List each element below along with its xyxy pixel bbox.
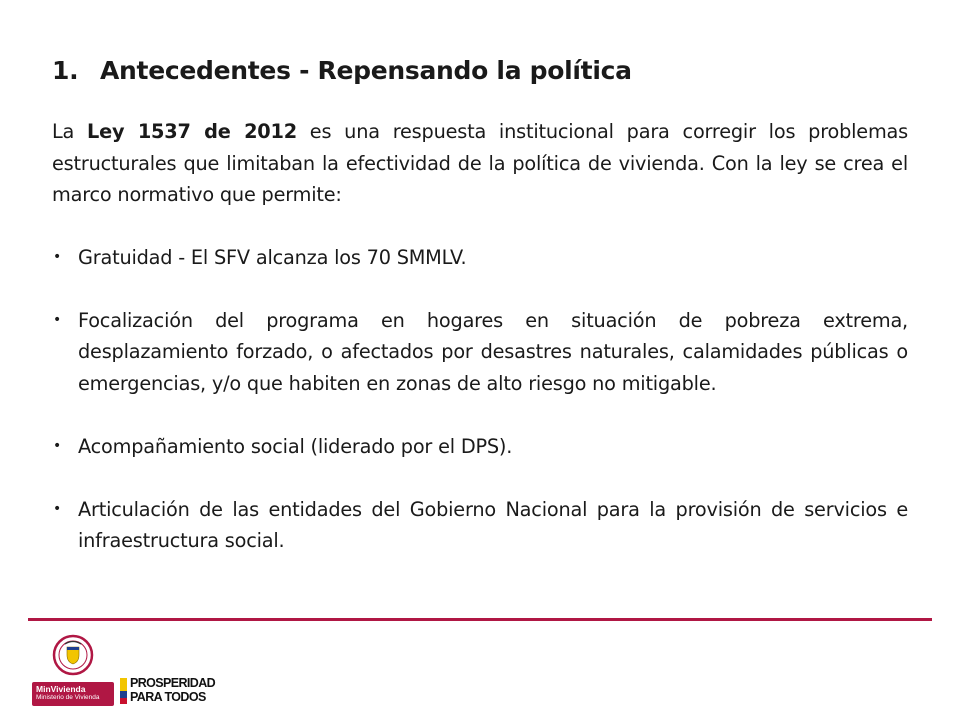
slogan-line-2: PARA TODOS (130, 690, 206, 704)
footer-divider (28, 618, 932, 621)
slide-body (52, 116, 908, 588)
bullet-list (52, 242, 908, 557)
bullet-icon: • (53, 500, 62, 517)
slogan-line-1: PROSPERIDAD (130, 676, 216, 690)
coat-of-arms-icon (48, 634, 98, 680)
title-number: 1. (52, 56, 79, 85)
slide-title (52, 56, 632, 85)
title-text: Antecedentes - Repensando la política (100, 56, 632, 85)
ministry-label-box (32, 682, 114, 706)
minvivienda-logo (30, 632, 114, 706)
bullet-text: Focalización del programa en hogares en situación de pobreza extrema, desplazamiento forzado, o afectados por desastres naturales, calamidades públicas o emergencias, y/o que habiten en zonas de alto riesgo no mitigable. (78, 308, 908, 395)
list-item (52, 242, 908, 274)
intro-paragraph (52, 116, 908, 211)
bullet-text: Gratuidad - El SFV alcanza los 70 SMMLV. (78, 245, 467, 269)
footer-logos (28, 632, 288, 712)
bullet-icon: • (53, 311, 62, 328)
list-item (52, 494, 908, 557)
bullet-text: Articulación de las entidades del Gobierno Nacional para la provisión de servicios e infraestructura social. (78, 497, 908, 552)
intro-suffix: es una respuesta institucional para corregir los problemas estructurales que limitaban la efectividad de la política de vivienda. Con la ley se crea el marco normativo que permite: (52, 120, 908, 206)
bullet-icon: • (53, 248, 62, 265)
list-item (52, 305, 908, 400)
list-item (52, 431, 908, 463)
slogan-text (130, 676, 215, 704)
ministry-name: MinVivienda (36, 684, 86, 694)
law-reference: Ley 1537 de 2012 (87, 120, 297, 143)
bullet-text: Acompañamiento social (liderado por el DPS). (78, 434, 513, 458)
ministry-subtitle: Ministerio de Vivienda (36, 694, 100, 701)
flag-icon (120, 678, 127, 704)
bullet-icon: • (53, 437, 62, 454)
prosperidad-logo (120, 676, 260, 706)
intro-prefix: La (52, 120, 88, 143)
